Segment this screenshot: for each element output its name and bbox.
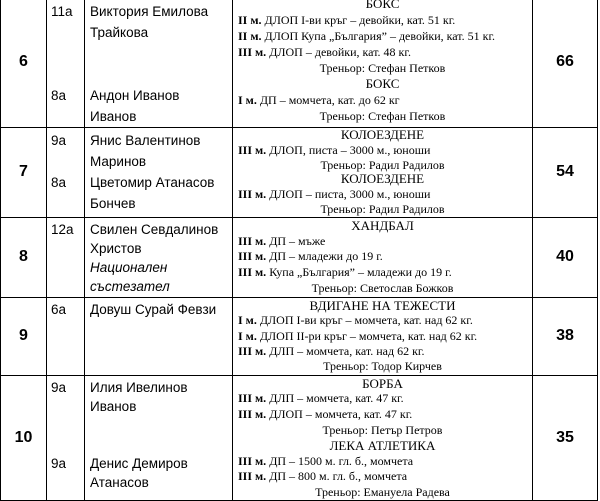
- student-name: Андон Иванов: [90, 88, 180, 103]
- place-label: I м.: [238, 313, 257, 328]
- place-label: III м.: [238, 469, 267, 484]
- student-name: състезател: [90, 278, 170, 294]
- points-cell: 66: [533, 0, 598, 128]
- result-line: [233, 234, 532, 250]
- student-name: Довуш Сурай Февзи: [90, 301, 217, 317]
- sport-heading: ВДИГАНЕ НА ТЕЖЕСТИ: [309, 297, 456, 313]
- student-name: [85, 64, 232, 85]
- place-label: I м.: [238, 93, 257, 107]
- details-cell: [233, 375, 533, 501]
- result-text: ДЛОП – писта, 3000 м., юноши: [266, 187, 431, 202]
- place-label: III м.: [238, 142, 267, 157]
- class-label: 9а: [51, 455, 67, 471]
- coach-line: Треньор: Тодор Кирчев: [323, 359, 442, 374]
- result-text: ДЛП – момчета, кат. 47 кг.: [266, 391, 404, 406]
- student-name: Илия Ивелинов: [90, 379, 188, 395]
- student-name: Бончев: [90, 196, 136, 211]
- class-label: 11а: [51, 4, 73, 19]
- place-label: II м.: [238, 29, 262, 43]
- result-text: ДП – младежи до 19 г.: [266, 249, 383, 264]
- class-label: [47, 258, 84, 277]
- class-label: 8а: [51, 88, 67, 103]
- result-text: ДП – 800 м. гл. б., момчета: [266, 469, 408, 484]
- result-line: [233, 249, 532, 265]
- rank-cell: 6: [1, 0, 47, 128]
- class-cell: [47, 0, 85, 128]
- sport-heading: КОЛОЕЗДЕНЕ: [340, 128, 425, 142]
- class-label: 6а: [51, 301, 67, 317]
- student-name: Трайкова: [90, 25, 149, 40]
- table-row: [1, 297, 598, 375]
- student-name: Национален: [90, 259, 168, 275]
- names-cell: [85, 128, 233, 218]
- class-label: 8а: [51, 175, 67, 190]
- class-cell: [47, 375, 85, 501]
- student-name: Цветомир Атанасов: [90, 175, 215, 190]
- student-name: [85, 416, 232, 435]
- sport-heading: БОКС: [365, 0, 400, 11]
- student-name: Свилен Севдалинов: [90, 221, 219, 237]
- class-cell: [47, 128, 85, 218]
- student-name: Атанасов: [90, 474, 149, 490]
- result-line: [233, 313, 532, 328]
- names-cell: [85, 375, 233, 501]
- result-line: [233, 344, 532, 359]
- coach-line: Треньор: Светослав Божков: [311, 280, 454, 295]
- result-text: ДЛОП – девойки, кат. 48 кг.: [266, 45, 411, 59]
- result-text: ДЛОП – момчета, кат. 47 кг.: [266, 406, 413, 421]
- coach-line: Треньор: Радил Радилов: [320, 201, 445, 216]
- points-cell: 35: [533, 375, 598, 501]
- points-cell: 54: [533, 128, 598, 218]
- place-label: III м.: [238, 343, 267, 358]
- place-label: III м.: [238, 187, 267, 202]
- place-label: III м.: [238, 45, 267, 59]
- rank-cell: 7: [1, 128, 47, 218]
- result-line: [233, 265, 532, 281]
- student-name: Денис Демиров: [90, 455, 188, 471]
- rank-cell: 9: [1, 297, 47, 375]
- coach-line: Треньор: Петър Петров: [322, 422, 443, 437]
- student-name: Виктория Емилова: [90, 4, 209, 19]
- sport-heading: БОРБА: [362, 375, 403, 391]
- class-label: [47, 22, 84, 43]
- result-line: [233, 44, 532, 60]
- place-label: II м.: [238, 13, 262, 27]
- coach-line: Треньор: Стефан Петков: [319, 109, 446, 123]
- result-line: [233, 28, 532, 44]
- details-cell: [233, 297, 533, 375]
- result-text: ДП – мъже: [266, 233, 326, 248]
- coach-line: Треньор: Радил Радилов: [320, 157, 445, 172]
- class-cell: [47, 217, 85, 297]
- sport-heading: КОЛОЕЗДЕНЕ: [340, 172, 425, 187]
- result-text: Купа „България” – младежи до 19 г.: [266, 265, 452, 280]
- result-line: [233, 329, 532, 344]
- result-line: [233, 143, 532, 158]
- class-label: [47, 239, 84, 258]
- table-row: [1, 0, 598, 128]
- points-cell: 38: [533, 297, 598, 375]
- result-line: [233, 407, 532, 423]
- rank-cell: 10: [1, 375, 47, 501]
- student-name: Иванов: [90, 398, 137, 414]
- result-text: ДЛОП II-ри кръг – момчета, кат. над 62 кг.: [256, 328, 478, 343]
- class-label: [47, 473, 84, 492]
- result-text: ДЛОП, писта – 3000 м., юноши: [266, 142, 431, 157]
- sport-heading: ЛЕКА АТЛЕТИКА: [329, 438, 436, 454]
- result-line: [233, 187, 532, 202]
- place-label: III м.: [238, 265, 267, 280]
- rank-cell: 8: [1, 217, 47, 297]
- table-row: [1, 217, 598, 297]
- place-label: III м.: [238, 233, 267, 248]
- result-line: [233, 92, 532, 108]
- student-name: Иванов: [90, 109, 137, 124]
- names-cell: [85, 0, 233, 128]
- names-cell: [85, 217, 233, 297]
- result-text: ДЛОП I-ви кръг – девойки, кат. 51 кг.: [261, 13, 456, 27]
- student-name: Янис Валентинов: [90, 133, 201, 148]
- coach-line: Треньор: Емануела Радева: [315, 484, 450, 499]
- details-cell: [233, 128, 533, 218]
- class-label: [47, 397, 84, 416]
- coach-line: Треньор: Стефан Петков: [319, 61, 446, 75]
- student-name: [85, 435, 232, 454]
- student-name: Христов: [90, 240, 142, 256]
- table-row: [1, 128, 598, 218]
- result-text: ДП – момчета, кат. до 62 кг: [256, 93, 400, 107]
- class-cell: [47, 297, 85, 375]
- class-label: 9а: [51, 379, 67, 395]
- sport-heading: БОКС: [365, 76, 400, 91]
- class-label: [47, 193, 84, 214]
- student-name: [85, 43, 232, 64]
- sport-heading: ХАНДБАЛ: [351, 217, 414, 233]
- result-text: ДП – 1500 м. гл. б., момчета: [266, 453, 414, 468]
- place-label: III м.: [238, 406, 267, 421]
- class-label: [47, 106, 84, 127]
- result-line: [233, 469, 532, 485]
- result-line: [233, 391, 532, 407]
- place-label: III м.: [238, 453, 267, 468]
- student-name: Маринов: [90, 154, 147, 169]
- details-cell: [233, 217, 533, 297]
- result-line: [233, 454, 532, 470]
- class-label: [47, 416, 84, 435]
- names-cell: [85, 297, 233, 375]
- class-label: [47, 277, 84, 296]
- details-cell: [233, 0, 533, 128]
- result-line: [233, 12, 532, 28]
- class-label: 12а: [51, 221, 74, 237]
- class-label: [47, 43, 84, 64]
- table-row: [1, 375, 598, 501]
- place-label: I м.: [238, 328, 257, 343]
- result-text: ДЛОП Купа „България” – девойки, кат. 51 кг.: [261, 29, 496, 43]
- class-label: [47, 64, 84, 85]
- class-label: [47, 151, 84, 172]
- place-label: III м.: [238, 249, 267, 264]
- class-label: 9а: [51, 133, 67, 148]
- place-label: III м.: [238, 391, 267, 406]
- result-text: ДЛП – момчета, кат. над 62 кг.: [266, 343, 425, 358]
- results-body: [1, 0, 598, 501]
- class-label: [47, 435, 84, 454]
- result-text: ДЛОП I-ви кръг – момчета, кат. над 62 кг.: [256, 313, 473, 328]
- points-cell: 40: [533, 217, 598, 297]
